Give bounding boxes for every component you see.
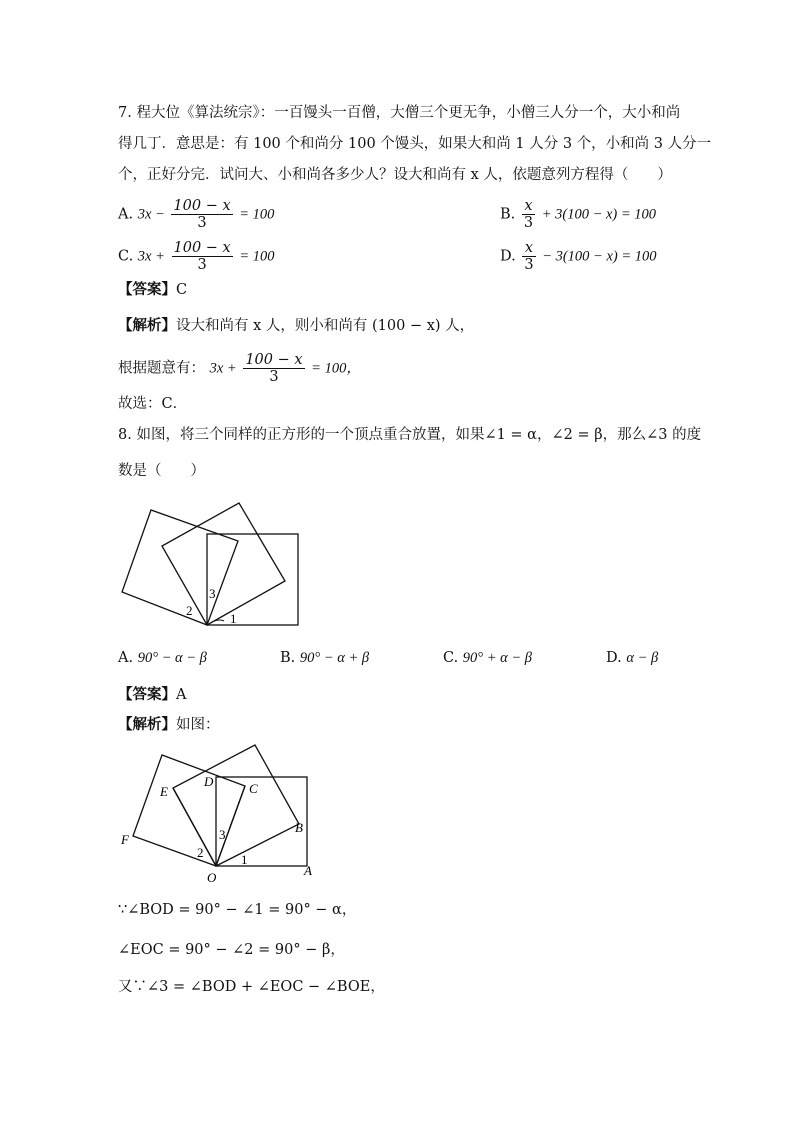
option-label: C. [443,650,459,666]
fraction-numerator: 100 − x [173,240,231,256]
fraction [522,240,535,273]
q7-option-b [500,198,656,231]
angle-label-1: 1 [230,611,237,626]
point-label-e: E [160,784,168,799]
option-label: C. [118,248,134,265]
fraction [243,352,304,385]
q8-stem-line2: 数是（ ） [118,463,205,479]
angle-label-1: 1 [241,852,248,867]
option-expr: 90° − α − β [137,650,207,666]
square-b-d [173,745,299,866]
option-expr: 90° + α − β [462,650,532,666]
point-label-o: O [207,870,217,885]
point-label-b: B [295,820,303,835]
ray-oe [173,788,216,866]
option-expr-pre: 3x − [137,206,165,223]
q7-option-c [118,240,275,273]
point-label-d: D [204,774,214,789]
analysis-prefix: 根据题意有： [118,360,205,377]
q8-step2: ∠EOC = 90° − ∠2 = 90° − β， [118,942,345,958]
answer-value: C [176,282,188,298]
angle-label-3: 3 [219,827,226,842]
q7-conclusion: 故选：C． [118,396,188,412]
option-expr: 90° − α + β [299,650,370,666]
answer-value: A [176,687,187,703]
analysis-tag: 【解析】 [118,716,176,733]
option-expr: α − β [626,650,659,666]
point-label-f: F [121,832,129,847]
option-label: A. [118,650,134,666]
q7-stem-line1: 7. 程大位《算法统宗》：一百馒头一百僧，大僧三个更无争，小僧三人分一个，大小和尚 [118,105,681,121]
analysis-eq-pre: 3x + [209,360,237,377]
fraction [522,198,535,231]
square-a-c [216,777,307,866]
point-label-a: A [304,863,312,878]
angle-label-2: 2 [197,845,204,860]
q7-option-a [118,198,274,231]
square-tilted [162,503,285,625]
fraction-denominator: 3 [269,369,279,385]
q7-answer [118,280,187,300]
fraction [171,198,232,231]
point-label-c: C [249,781,258,796]
fraction-denominator: 3 [523,215,534,231]
option-expr-post: = 100 [239,206,275,223]
q7-analysis-line2 [118,352,361,385]
option-expr-post: + 3(100 − x) = 100 [541,206,657,223]
q8-analysis-figure [115,740,325,885]
square-f-e [133,755,245,866]
q8-step3: 又∵∠3 = ∠BOD + ∠EOC − ∠BOE， [118,979,385,995]
option-expr-post: − 3(100 − x) = 100 [542,248,657,265]
q8-figure [110,495,310,635]
q8-step1: ∵∠BOD = 90° − ∠1 = 90° − α， [118,902,357,918]
q7-stem-line2: 得几丁．意思是：有 100 个和尚分 100 个馒头，如果大和尚 1 人分 3 个，小和尚 3 人分一 [118,136,712,152]
q8-option-d [606,648,658,668]
fraction-numerator: x [522,240,535,257]
analysis-eq-post: = 100， [311,360,361,377]
option-label: B. [280,650,296,666]
angle-label-3: 3 [209,586,216,601]
q7-option-d [500,240,657,273]
analysis-text: 如图： [176,717,220,733]
fraction-numerator: 100 − x [245,352,303,368]
option-expr-pre: 3x + [137,248,165,265]
option-label: D. [606,650,622,666]
q8-analysis-intro [118,715,220,735]
q8-stem-line1: 8. 如图，将三个同样的正方形的一个顶点重合放置，如果∠1 = α，∠2 = β，那么∠3 的度 [118,427,702,443]
fraction-denominator: 3 [197,215,207,231]
square-outer-left [122,510,238,625]
fraction [172,240,233,273]
option-label: B. [500,206,516,223]
q8-option-b [280,648,369,668]
fraction-numerator: 100 − x [173,198,231,214]
answer-tag: 【答案】 [118,281,176,298]
fraction-numerator: x [522,198,535,215]
fraction-denominator: 3 [197,257,207,273]
q8-answer [118,685,186,705]
option-expr-post: = 100 [239,248,275,265]
q8-option-c [443,648,532,668]
q8-option-a [118,648,207,668]
option-label: D. [500,248,516,265]
analysis-tag: 【解析】 [118,317,176,334]
fraction-denominator: 3 [524,257,534,273]
answer-tag: 【答案】 [118,686,176,703]
angle-label-2: 2 [186,603,193,618]
q7-analysis-line1 [118,316,474,336]
q7-stem-line3: 个，正好分完．试问大、小和尚各多少人？设大和尚有 x 人，依题意列方程得（ ） [118,167,672,183]
analysis-text: 设大和尚有 x 人，则小和尚有 (100 − x) 人， [176,318,475,334]
option-label: A. [118,206,134,223]
